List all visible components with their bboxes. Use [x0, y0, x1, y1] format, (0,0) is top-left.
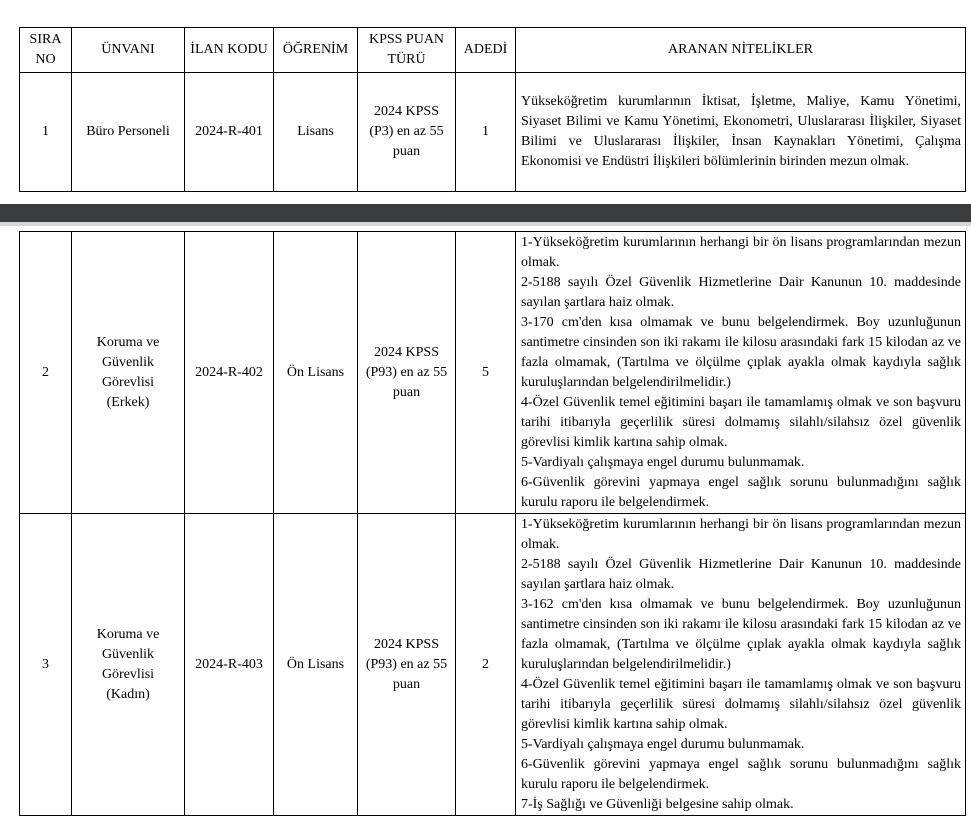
row-sira: 1: [20, 73, 72, 192]
nitelik-item: 6-Güvenlik görevini yapmaya engel sağlık sorunu bulunmadığını sağlık kurulu raporu ile belgelendirmek.: [521, 474, 961, 510]
nitelik-item: 1-Yükseköğretim kurumlarının herhangi bir ön lisans programlarından mezun olmak.: [521, 234, 961, 270]
job-listing-table-top: [19, 27, 966, 192]
row-ilan-kodu: 2024-R-403: [185, 514, 274, 816]
row-adet: 2: [456, 514, 516, 816]
row-nitelikler: [516, 232, 966, 514]
header-sira-no: SIRA NO: [20, 28, 72, 73]
nitelik-item: 5-Vardiyalı çalışmaya engel durumu bulunmamak.: [521, 454, 805, 470]
row-adet: 1: [456, 73, 516, 192]
nitelik-item: 3-162 cm'den kısa olmamak ve bunu belgelendirmek. Boy uzunluğunun santimetre cinsinden son iki rakamı ile kilosu arasındaki fark 15 kilodan az ve fazla olmamak, (Tartılma ve ölçülme çıplak ayakla olmak kaydıyla sağlık kuruluşlarından belgelendirilmelidir.): [521, 596, 961, 672]
page-separator-band: [0, 204, 971, 222]
nitelik-item: 7-İş Sağlığı ve Güvenliği belgesine sahip olmak.: [521, 796, 794, 812]
header-aranan-nitelikler: ARANAN NİTELİKLER: [516, 28, 966, 73]
nitelik-item: 4-Özel Güvenlik temel eğitimini başarı ile tamamlamış olmak ve son başvuru tarihi itibarıyla geçerlilik süresi dolmamış silahlı/silahsız özel güvenlik görevlisi kimlik kartına sahip olmak.: [521, 394, 961, 450]
row-adet: 5: [456, 232, 516, 514]
nitelik-item: 1-Yükseköğretim kurumlarının herhangi bir ön lisans programlarından mezun olmak.: [521, 516, 961, 552]
row-unvan: Koruma ve Güvenlik Görevlisi (Kadın): [72, 514, 185, 816]
header-ilan-kodu: İLAN KODU: [185, 28, 274, 73]
nitelik-item: Yükseköğretim kurumlarının İktisat, İşletme, Maliye, Kamu Yönetimi, Siyaset Bilimi ve Kamu Yönetimi, Ekonometri, Uluslararası İlişkiler, Siyaset Bilimi ve Uluslararası İlişkiler, İnsan Kaynakları Yönetimi, Çalışma Ekonomisi ve Endüstri İlişkileri bölümlerinin birinden mezun olmak.: [521, 94, 961, 169]
nitelik-item: 2-5188 sayılı Özel Güvenlik Hizmetlerine Dair Kanunun 10. maddesinde sayılan şartlara haiz olmak.: [521, 556, 961, 592]
row-sira: 2: [20, 232, 72, 514]
row-nitelikler: [516, 514, 966, 816]
row-unvan: Büro Personeli: [72, 73, 185, 192]
nitelik-item: 5-Vardiyalı çalışmaya engel durumu bulunmamak.: [521, 736, 805, 752]
row-ilan-kodu: 2024-R-402: [185, 232, 274, 514]
header-adedi: ADEDİ: [456, 28, 516, 73]
nitelik-item: 4-Özel Güvenlik temel eğitimini başarı ile tamamlamış olmak ve son başvuru tarihi itibarıyla geçerlilik süresi dolmamış silahlı/silahsız özel güvenlik görevlisi kimlik kartına sahip olmak.: [521, 676, 961, 732]
row-kpss: 2024 KPSS (P93) en az 55 puan: [358, 514, 456, 816]
table-header-row: [20, 28, 966, 73]
page-separator-shadow: [0, 222, 971, 226]
row-unvan: Koruma ve Güvenlik Görevlisi (Erkek): [72, 232, 185, 514]
nitelik-item: 6-Güvenlik görevini yapmaya engel sağlık sorunu bulunmadığını sağlık kurulu raporu ile belgelendirmek.: [521, 756, 961, 792]
row-sira: 3: [20, 514, 72, 816]
header-ogrenim: ÖĞRENİM: [274, 28, 358, 73]
header-kpss-puan-turu: KPSS PUAN TÜRÜ: [358, 28, 456, 73]
job-listing-table-bottom: [19, 231, 966, 816]
row-nitelikler: [516, 73, 966, 192]
header-unvani: ÜNVANI: [72, 28, 185, 73]
table-row: [20, 73, 966, 192]
row-ogrenim: Ön Lisans: [274, 232, 358, 514]
row-ilan-kodu: 2024-R-401: [185, 73, 274, 192]
table-row: [20, 232, 966, 514]
nitelik-item: 2-5188 sayılı Özel Güvenlik Hizmetlerine Dair Kanunun 10. maddesinde sayılan şartlara haiz olmak.: [521, 274, 961, 310]
row-kpss: 2024 KPSS (P93) en az 55 puan: [358, 232, 456, 514]
row-ogrenim: Lisans: [274, 73, 358, 192]
row-kpss: 2024 KPSS (P3) en az 55 puan: [358, 73, 456, 192]
row-ogrenim: Ön Lisans: [274, 514, 358, 816]
table-row: [20, 514, 966, 816]
nitelik-item: 3-170 cm'den kısa olmamak ve bunu belgelendirmek. Boy uzunluğunun santimetre cinsinden son iki rakamı ile kilosu arasındaki fark 15 kilodan az ve fazla olmamak, (Tartılma ve ölçülme çıplak ayakla olmak kaydıyla sağlık kuruluşlarından belgelendirilmelidir.): [521, 314, 961, 390]
